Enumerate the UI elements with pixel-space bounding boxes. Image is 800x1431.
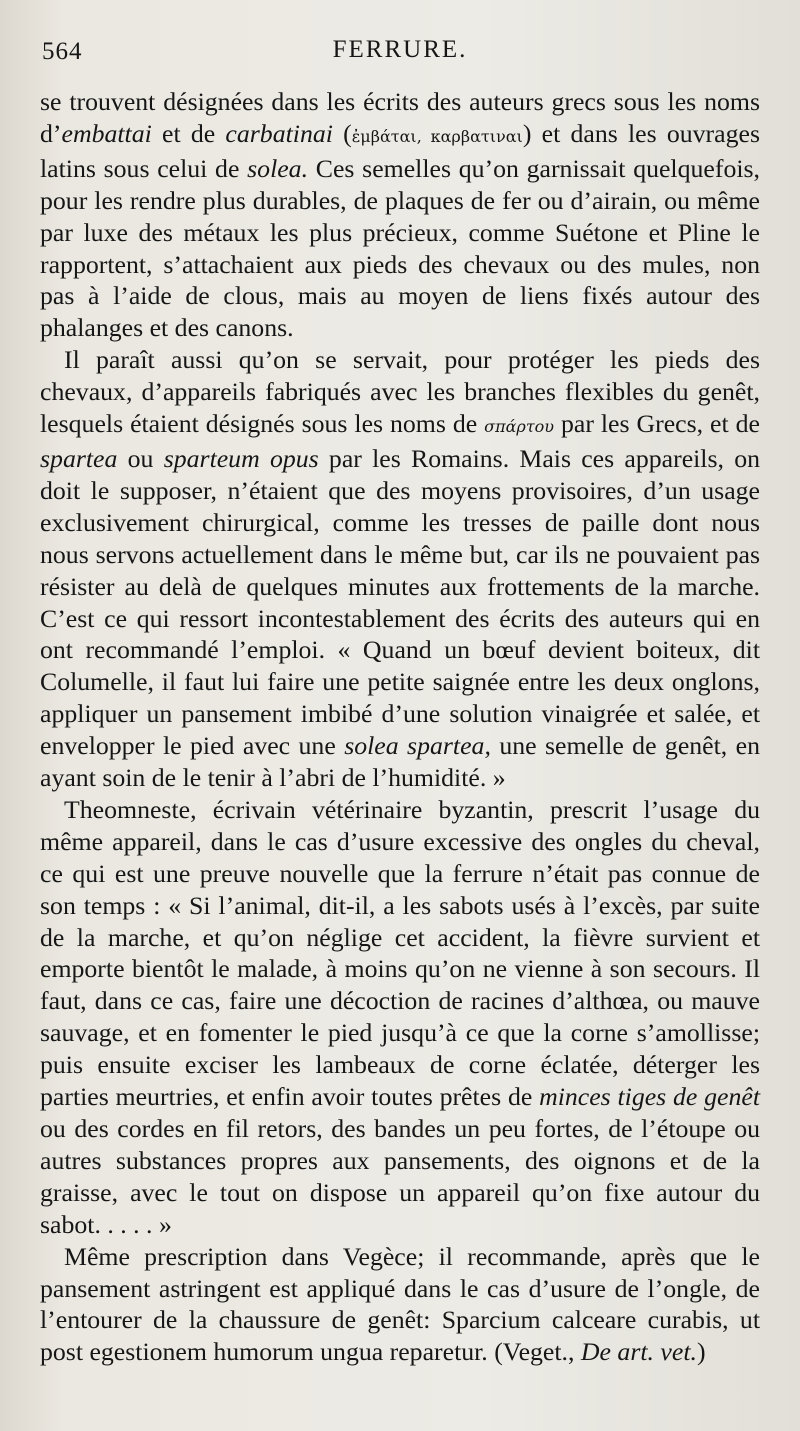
paragraph-3 [40, 794, 760, 1241]
text-run: Ces semelles qu’on garnissait quelquefois, pour les rendre plus durables, de plaques de fer ou d’airain, ou même par luxe des métaux les plus précieux, comme Suétone et Pline le rapportent, s’attachaient aux pieds des chevaux ou des mules, non pas à l’aide de clous, mais au moyen de liens fixés autour des phalanges et des canons. [40, 153, 760, 343]
greek-text: ἐμβάται, καρβατιναι [351, 126, 523, 146]
italic-text: solea spartea, [344, 731, 491, 761]
text-run: une semelle de genêt, en ayant soin de le tenir à l’abri de l’humidité. » [40, 731, 761, 793]
italic-text: sparteum opus [163, 443, 319, 473]
page-header [40, 30, 760, 86]
body-text [40, 86, 760, 1368]
text-run: ) [696, 1337, 706, 1367]
text-run: et de [151, 118, 226, 148]
text-run: se trouvent désignées dans les écrits des auteurs grecs sous les noms d’ [40, 87, 760, 148]
page-number: 564 [42, 38, 83, 65]
italic-text: carbatinai [225, 118, 333, 148]
running-title: FERRURE. [332, 36, 468, 63]
greek-text: σπάρτου [484, 417, 555, 437]
text-run: Theomneste, écrivain vétérinaire byzantin, prescrit l’usage du même appareil, dans le cas d’usure excessive des ongles du cheval, ce qui est une preuve nouvelle que la ferrure n’était pas connue de son temps : « Si l’animal, dit-il, a les sabots usés à l’excès, par suite de la marche, et qu’on néglige cet accident, la fièvre survient et emporte bientôt le malade, à moins qu’on ne vienne à son secours. Il faut, dans ce cas, faire une décoction de racines d’althœa, ou mauve sauvage, et en fomenter le pied jusqu’à ce que la corne s’amollisse; puis ensuite exciser les lambeaux de corne éclatée, déterger les parties meurtries, et enfin avoir toutes prêtes de [40, 794, 760, 1112]
italic-text: spartea [40, 443, 118, 473]
italic-text: solea. [247, 153, 309, 183]
text-run: par les Grecs, et de [554, 409, 760, 439]
text-run: Il paraît aussi qu’on se servait, pour protéger les pieds des chevaux, d’appareils fabriqués avec les branches flexibles du genêt, lesquels étaient désignés sous les noms de [40, 345, 760, 439]
paragraph-4 [40, 1241, 760, 1369]
italic-text: embattai [61, 118, 152, 148]
text-run: ) et dans les ouvrages latins sous celui de [40, 118, 760, 183]
italic-text: De art. vet. [580, 1337, 697, 1367]
text-run: ( [332, 118, 352, 148]
text-run: par les Romains. Mais ces appareils, on doit le supposer, n’étaient que des moyens provisoires, d’un usage exclusivement chirurgical, comme les tresses de paille dont nous nous servons actuellement dans le même but, car ils ne pouvaient pas résister au delà de quelques minutes aux frottements de la marche. C’est ce qui ressort incontestablement des écrits des auteurs qui en ont recommandé l’emploi. « Quand un bœuf devient boiteux, dit Columelle, il faut lui faire une petite saignée entre les deux onglons, appliquer un pansement imbibé d’une solution vinaigrée et salée, et envelopper le pied avec une [40, 443, 760, 761]
text-run: ou des cordes en fil retors, des bandes un peu fortes, de l’étoupe ou autres substances propres aux pansements, des oignons et de la graisse, avec le tout on dispose un appareil qu’on fixe autour du sabot. . . . . » [40, 1114, 760, 1239]
italic-text: minces tiges de genêt [539, 1082, 760, 1112]
text-run: Même prescription dans Vegèce; il recommande, après que le pansement astringent est appliqué dans le cas d’usure de l’ongle, de l’entourer de la chaussure de genêt: Sparcium calceare curabis, ut post egestionem humorum ungua reparetur. (Veget., [40, 1241, 760, 1367]
text-run: ou [117, 443, 164, 473]
paragraph-2 [40, 344, 760, 794]
paragraph-1 [40, 86, 760, 344]
